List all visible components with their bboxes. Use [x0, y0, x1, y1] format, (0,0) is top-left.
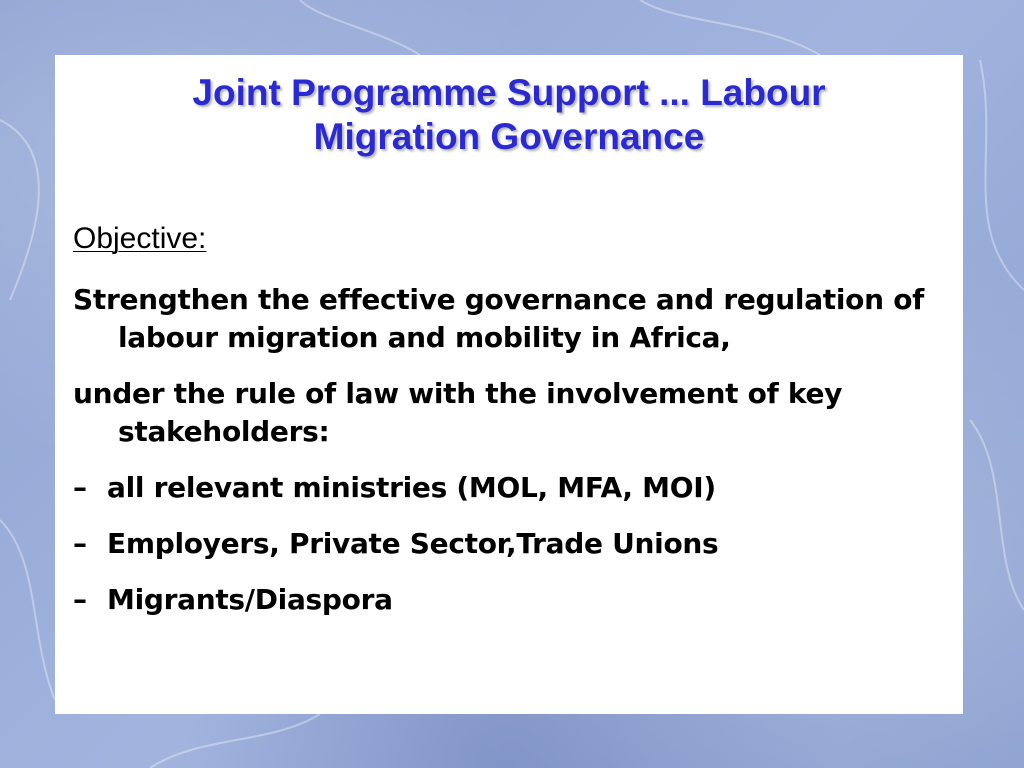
dash-bullet-icon: –: [73, 471, 87, 504]
slide-panel: [55, 55, 963, 714]
bullet-text: all relevant ministries (MOL, MFA, MOI): [107, 471, 716, 504]
objective-paragraph-2: under the rule of law with the involvement of key stakeholders:: [73, 377, 843, 448]
objective-paragraph-1: Strengthen the effective governance and regulation of labour migration and mobility in Africa,: [73, 283, 925, 354]
dash-bullet-icon: –: [73, 583, 87, 616]
bullet-item: [73, 581, 963, 619]
bullet-text: Employers, Private Sector,Trade Unions: [107, 527, 719, 560]
bullet-text: Migrants/Diaspora: [107, 583, 393, 616]
slide-body: [73, 281, 963, 637]
title-line-2: Migration Governance: [313, 116, 705, 157]
slide-title: [55, 71, 963, 159]
bullet-item: [73, 525, 963, 563]
title-line-1: Joint Programme Support ... Labour: [192, 72, 826, 113]
bullet-item: [73, 469, 963, 507]
dash-bullet-icon: –: [73, 527, 87, 560]
objective-label: Objective:: [73, 222, 207, 255]
